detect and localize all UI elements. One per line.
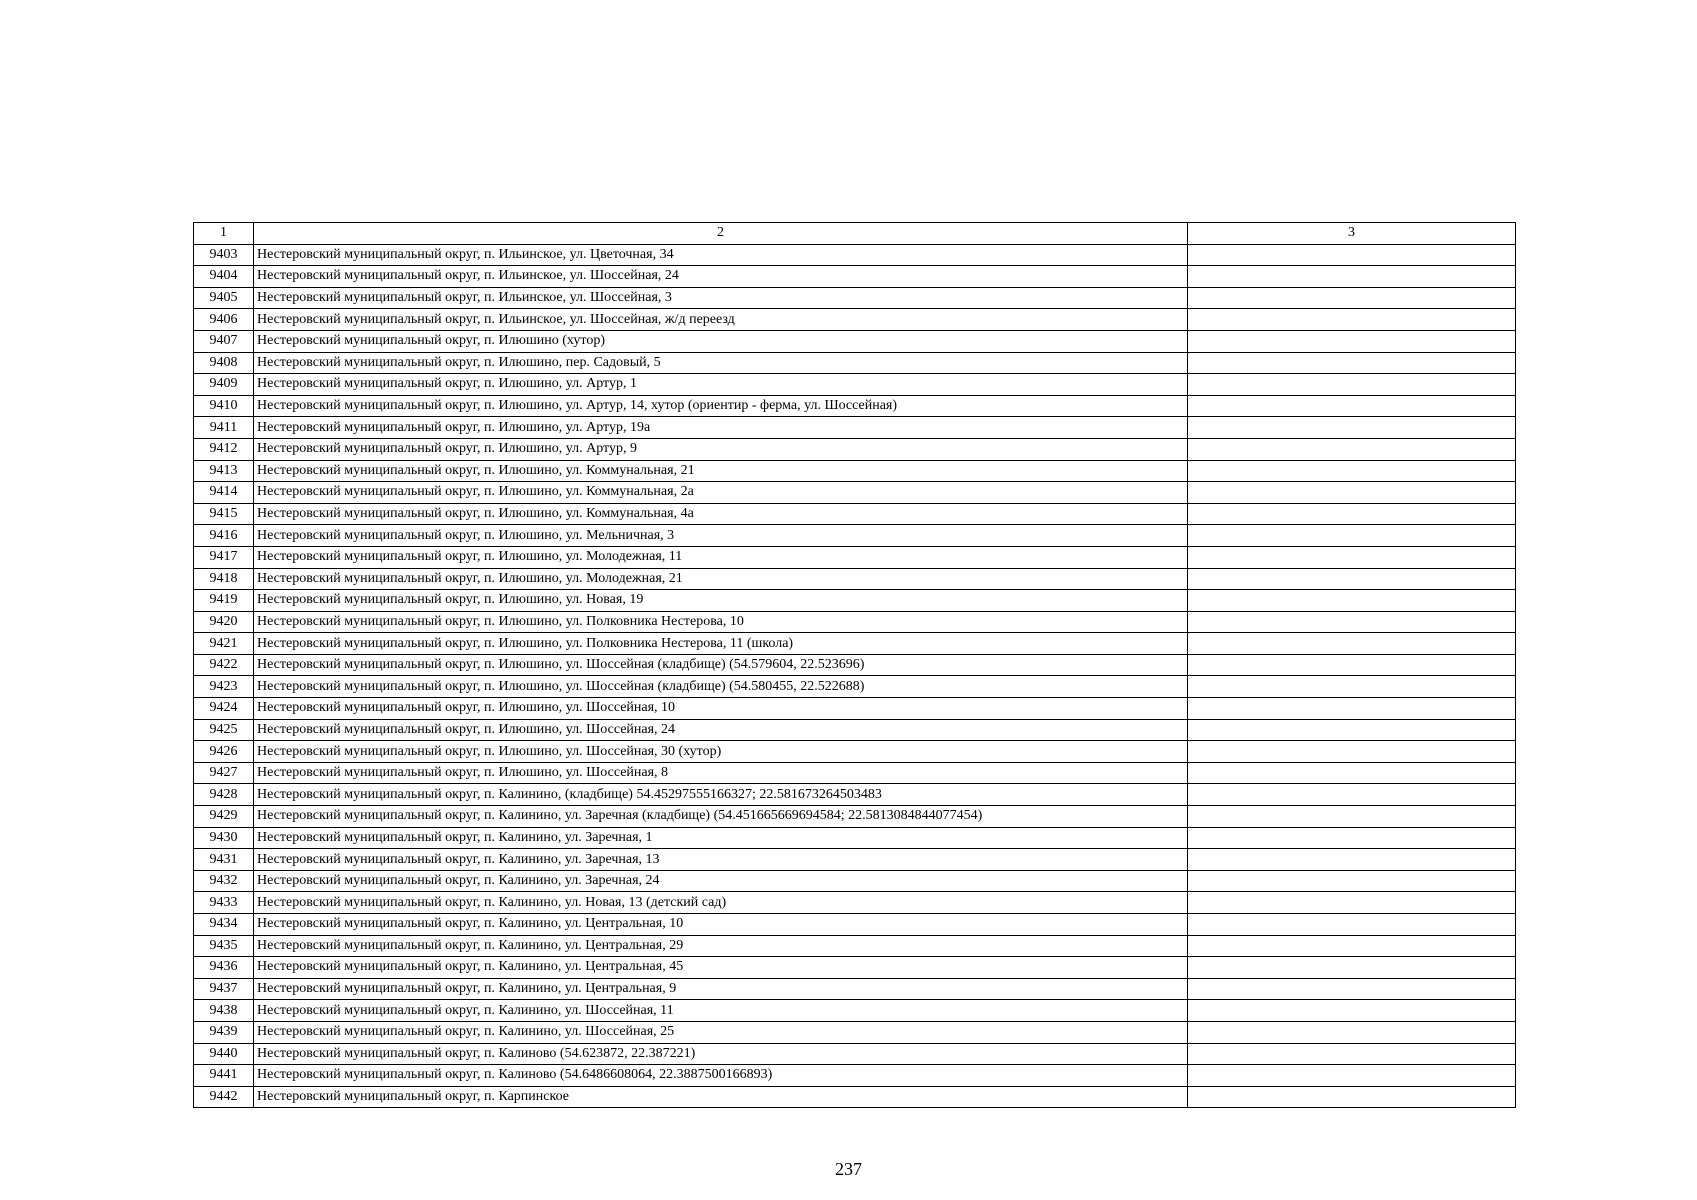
table-row: [194, 460, 1516, 482]
row-col-3: [1188, 741, 1516, 763]
row-address: Нестеровский муниципальный округ, п. Илюшино, ул. Мельничная, 3: [254, 525, 1188, 547]
row-col-3: [1188, 892, 1516, 914]
row-col-3: [1188, 1021, 1516, 1043]
table-row: [194, 957, 1516, 979]
table-row: [194, 546, 1516, 568]
row-col-3: [1188, 309, 1516, 331]
row-number: 9433: [194, 892, 254, 914]
table-row: [194, 503, 1516, 525]
row-number: 9425: [194, 719, 254, 741]
row-number: 9409: [194, 374, 254, 396]
table-row: [194, 266, 1516, 288]
row-address: Нестеровский муниципальный округ, п. Калиново (54.623872, 22.387221): [254, 1043, 1188, 1065]
row-col-3: [1188, 590, 1516, 612]
table-row: [194, 892, 1516, 914]
table-row: [194, 438, 1516, 460]
row-address: Нестеровский муниципальный округ, п. Илюшино, ул. Шоссейная, 24: [254, 719, 1188, 741]
row-number: 9430: [194, 827, 254, 849]
row-number: 9414: [194, 482, 254, 504]
table-row: [194, 590, 1516, 612]
row-number: 9442: [194, 1086, 254, 1108]
row-address: Нестеровский муниципальный округ, п. Ильинское, ул. Шоссейная, 24: [254, 266, 1188, 288]
row-address: Нестеровский муниципальный округ, п. Ильинское, ул. Цветочная, 34: [254, 244, 1188, 266]
row-address: Нестеровский муниципальный округ, п. Илюшино, ул. Коммунальная, 4а: [254, 503, 1188, 525]
row-number: 9422: [194, 654, 254, 676]
row-col-3: [1188, 698, 1516, 720]
row-col-3: [1188, 352, 1516, 374]
row-number: 9403: [194, 244, 254, 266]
row-number: 9436: [194, 957, 254, 979]
table-row: [194, 330, 1516, 352]
row-col-3: [1188, 1043, 1516, 1065]
table-row: [194, 1086, 1516, 1108]
table-row: [194, 287, 1516, 309]
row-number: 9432: [194, 870, 254, 892]
row-address: Нестеровский муниципальный округ, п. Илюшино, ул. Полковника Нестерова, 11 (школа): [254, 633, 1188, 655]
row-col-3: [1188, 503, 1516, 525]
row-number: 9423: [194, 676, 254, 698]
row-number: 9408: [194, 352, 254, 374]
row-col-3: [1188, 460, 1516, 482]
row-col-3: [1188, 287, 1516, 309]
table-row: [194, 395, 1516, 417]
row-address: Нестеровский муниципальный округ, п. Илюшино, ул. Коммунальная, 21: [254, 460, 1188, 482]
row-number: 9411: [194, 417, 254, 439]
row-col-3: [1188, 806, 1516, 828]
table-row: [194, 784, 1516, 806]
row-col-3: [1188, 957, 1516, 979]
table-header-row: [194, 223, 1516, 245]
row-number: 9429: [194, 806, 254, 828]
row-address: Нестеровский муниципальный округ, п. Калинино, ул. Центральная, 10: [254, 914, 1188, 936]
table-row: [194, 849, 1516, 871]
header-col-2: 2: [254, 223, 1188, 245]
row-number: 9434: [194, 914, 254, 936]
row-number: 9439: [194, 1021, 254, 1043]
row-number: 9428: [194, 784, 254, 806]
row-address: Нестеровский муниципальный округ, п. Илюшино, ул. Новая, 19: [254, 590, 1188, 612]
row-address: Нестеровский муниципальный округ, п. Илюшино, ул. Коммунальная, 2а: [254, 482, 1188, 504]
row-number: 9410: [194, 395, 254, 417]
row-address: Нестеровский муниципальный округ, п. Калинино, ул. Центральная, 29: [254, 935, 1188, 957]
row-address: Нестеровский муниципальный округ, п. Илюшино, ул. Артур, 9: [254, 438, 1188, 460]
row-number: 9440: [194, 1043, 254, 1065]
row-address: Нестеровский муниципальный округ, п. Илюшино, ул. Молодежная, 11: [254, 546, 1188, 568]
row-col-3: [1188, 914, 1516, 936]
row-address: Нестеровский муниципальный округ, п. Илюшино, пер. Садовый, 5: [254, 352, 1188, 374]
row-col-3: [1188, 784, 1516, 806]
row-address: Нестеровский муниципальный округ, п. Илюшино, ул. Артур, 1: [254, 374, 1188, 396]
table-row: [194, 374, 1516, 396]
row-address: Нестеровский муниципальный округ, п. Илюшино, ул. Полковника Нестерова, 10: [254, 611, 1188, 633]
table-row: [194, 806, 1516, 828]
row-address: Нестеровский муниципальный округ, п. Илюшино, ул. Артур, 19а: [254, 417, 1188, 439]
row-col-3: [1188, 568, 1516, 590]
table-row: [194, 244, 1516, 266]
row-number: 9405: [194, 287, 254, 309]
table-row: [194, 676, 1516, 698]
row-col-3: [1188, 244, 1516, 266]
row-col-3: [1188, 827, 1516, 849]
row-address: Нестеровский муниципальный округ, п. Калинино, ул. Заречная, 13: [254, 849, 1188, 871]
row-col-3: [1188, 870, 1516, 892]
row-col-3: [1188, 978, 1516, 1000]
row-number: 9435: [194, 935, 254, 957]
row-number: 9437: [194, 978, 254, 1000]
row-col-3: [1188, 935, 1516, 957]
row-col-3: [1188, 719, 1516, 741]
row-address: Нестеровский муниципальный округ, п. Калинино, ул. Центральная, 9: [254, 978, 1188, 1000]
row-number: 9438: [194, 1000, 254, 1022]
row-address: Нестеровский муниципальный округ, п. Калинино, ул. Заречная, 24: [254, 870, 1188, 892]
table-row: [194, 417, 1516, 439]
row-number: 9413: [194, 460, 254, 482]
row-col-3: [1188, 417, 1516, 439]
row-col-3: [1188, 330, 1516, 352]
table-row: [194, 568, 1516, 590]
row-address: Нестеровский муниципальный округ, п. Илюшино, ул. Шоссейная (кладбище) (54.580455, 22.522688): [254, 676, 1188, 698]
table-row: [194, 1021, 1516, 1043]
address-table: [193, 222, 1516, 1108]
row-address: Нестеровский муниципальный округ, п. Илюшино, ул. Шоссейная, 30 (хутор): [254, 741, 1188, 763]
row-address: Нестеровский муниципальный округ, п. Калинино, ул. Заречная, 1: [254, 827, 1188, 849]
table-row: [194, 762, 1516, 784]
row-address: Нестеровский муниципальный округ, п. Ильинское, ул. Шоссейная, ж/д переезд: [254, 309, 1188, 331]
row-number: 9420: [194, 611, 254, 633]
row-number: 9416: [194, 525, 254, 547]
table-row: [194, 1000, 1516, 1022]
table-row: [194, 611, 1516, 633]
row-col-3: [1188, 546, 1516, 568]
row-address: Нестеровский муниципальный округ, п. Калинино, (кладбище) 54.45297555166327; 22.581673264503483: [254, 784, 1188, 806]
row-col-3: [1188, 676, 1516, 698]
row-address: Нестеровский муниципальный округ, п. Илюшино, ул. Молодежная, 21: [254, 568, 1188, 590]
row-address: Нестеровский муниципальный округ, п. Илюшино, ул. Артур, 14, хутор (ориентир - ферма, ул. Шоссейная): [254, 395, 1188, 417]
table-row: [194, 741, 1516, 763]
table-row: [194, 914, 1516, 936]
table-row: [194, 1043, 1516, 1065]
row-number: 9404: [194, 266, 254, 288]
table-row: [194, 482, 1516, 504]
row-number: 9426: [194, 741, 254, 763]
row-col-3: [1188, 374, 1516, 396]
table-row: [194, 654, 1516, 676]
row-col-3: [1188, 654, 1516, 676]
row-address: Нестеровский муниципальный округ, п. Ильинское, ул. Шоссейная, 3: [254, 287, 1188, 309]
row-number: 9406: [194, 309, 254, 331]
row-col-3: [1188, 633, 1516, 655]
table-row: [194, 719, 1516, 741]
row-number: 9424: [194, 698, 254, 720]
row-number: 9417: [194, 546, 254, 568]
row-col-3: [1188, 482, 1516, 504]
row-address: Нестеровский муниципальный округ, п. Илюшино, ул. Шоссейная (кладбище) (54.579604, 22.523696): [254, 654, 1188, 676]
row-col-3: [1188, 611, 1516, 633]
page-number: 237: [835, 1159, 862, 1179]
row-col-3: [1188, 1000, 1516, 1022]
table-row: [194, 827, 1516, 849]
table-row: [194, 870, 1516, 892]
table-row: [194, 309, 1516, 331]
table-row: [194, 1065, 1516, 1087]
row-address: Нестеровский муниципальный округ, п. Калинино, ул. Шоссейная, 25: [254, 1021, 1188, 1043]
row-address: Нестеровский муниципальный округ, п. Калинино, ул. Центральная, 45: [254, 957, 1188, 979]
row-number: 9431: [194, 849, 254, 871]
row-number: 9427: [194, 762, 254, 784]
table-row: [194, 633, 1516, 655]
row-col-3: [1188, 849, 1516, 871]
row-number: 9407: [194, 330, 254, 352]
row-number: 9441: [194, 1065, 254, 1087]
table-row: [194, 935, 1516, 957]
row-address: Нестеровский муниципальный округ, п. Калиново (54.6486608064, 22.3887500166893): [254, 1065, 1188, 1087]
header-col-1: 1: [194, 223, 254, 245]
row-address: Нестеровский муниципальный округ, п. Илюшино, ул. Шоссейная, 8: [254, 762, 1188, 784]
row-address: Нестеровский муниципальный округ, п. Илюшино (хутор): [254, 330, 1188, 352]
row-col-3: [1188, 1086, 1516, 1108]
row-col-3: [1188, 762, 1516, 784]
row-address: Нестеровский муниципальный округ, п. Карпинское: [254, 1086, 1188, 1108]
table-row: [194, 698, 1516, 720]
row-number: 9415: [194, 503, 254, 525]
row-number: 9418: [194, 568, 254, 590]
row-number: 9419: [194, 590, 254, 612]
row-col-3: [1188, 438, 1516, 460]
row-number: 9412: [194, 438, 254, 460]
row-address: Нестеровский муниципальный округ, п. Калинино, ул. Шоссейная, 11: [254, 1000, 1188, 1022]
table-body: [194, 244, 1516, 1108]
row-address: Нестеровский муниципальный округ, п. Илюшино, ул. Шоссейная, 10: [254, 698, 1188, 720]
table-row: [194, 352, 1516, 374]
row-col-3: [1188, 1065, 1516, 1087]
row-col-3: [1188, 395, 1516, 417]
row-col-3: [1188, 525, 1516, 547]
row-col-3: [1188, 266, 1516, 288]
row-address: Нестеровский муниципальный округ, п. Калинино, ул. Заречная (кладбище) (54.451665669694584; 22.5813084844077454): [254, 806, 1188, 828]
header-col-3: 3: [1188, 223, 1516, 245]
table-row: [194, 525, 1516, 547]
row-number: 9421: [194, 633, 254, 655]
row-address: Нестеровский муниципальный округ, п. Калинино, ул. Новая, 13 (детский сад): [254, 892, 1188, 914]
table-row: [194, 978, 1516, 1000]
